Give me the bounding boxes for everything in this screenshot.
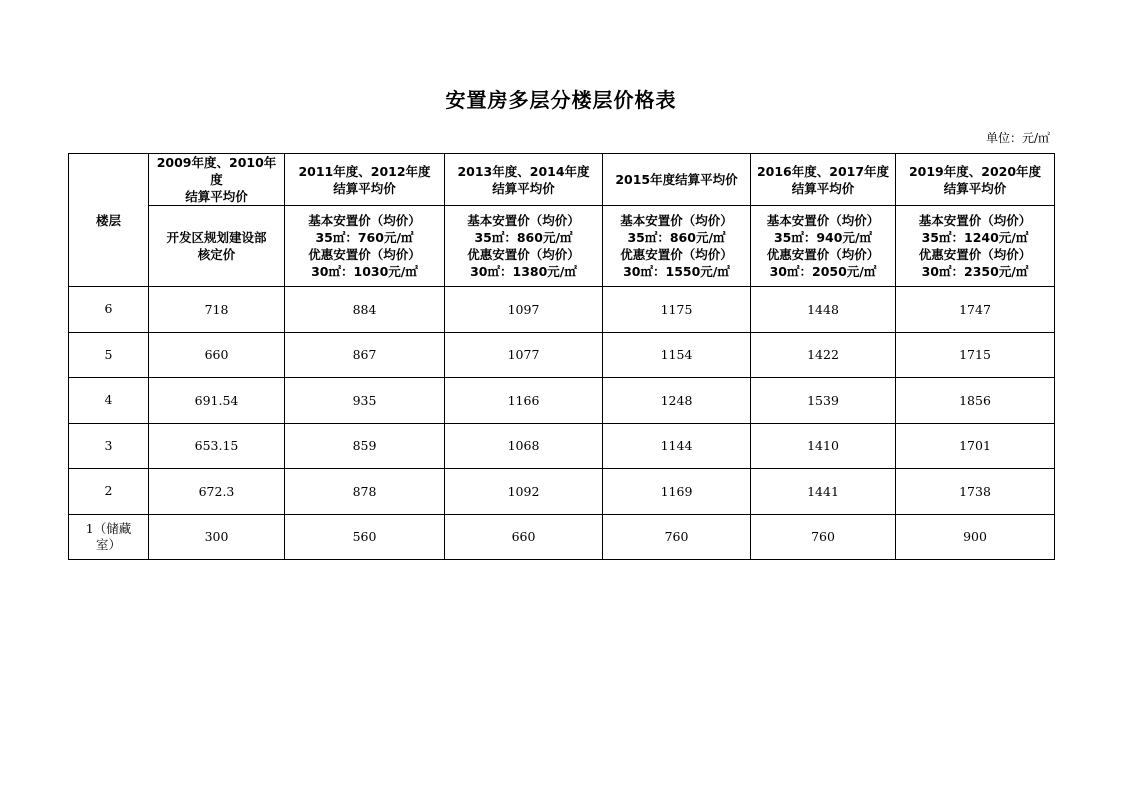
floor-cell [69,423,149,469]
basis-line: 35㎡：860元/㎡ [474,230,573,245]
price-cell: 1166 [445,378,603,424]
table-row [69,378,1055,424]
price-cell: 718 [149,287,285,333]
basis-line: 30㎡：2050元/㎡ [769,264,877,279]
price-cell: 1068 [445,423,603,469]
basis-line: 35㎡：760元/㎡ [315,230,414,245]
basis-line: 30㎡：1030元/㎡ [311,264,418,279]
basis-line: 基本安置价（均价） [467,213,580,228]
floor-cell [69,332,149,378]
floor-label: 1（储藏 [85,520,132,536]
table-row [69,514,1055,560]
header-row-period [69,154,1055,206]
price-cell: 660 [445,514,603,560]
period-header-cell [896,154,1055,206]
price-cell: 1747 [896,287,1055,333]
basis-header-cell [285,206,445,287]
table-row [69,469,1055,515]
period-line: 2009年度、2010年度 [156,155,277,187]
basis-line: 优惠安置价（均价） [918,247,1032,262]
period-header-cell [445,154,603,206]
price-cell: 1154 [603,332,751,378]
period-header-cell [603,154,751,206]
period-line: 结算平均价 [943,180,1007,196]
floor-header: 楼层 [69,154,149,287]
price-cell: 1856 [896,378,1055,424]
price-cell: 1539 [751,378,896,424]
price-cell: 1175 [603,287,751,333]
table-row [69,423,1055,469]
basis-line: 基本安置价（均价） [620,213,733,228]
period-line: 2016年度、2017年度 [756,163,890,179]
period-line: 结算平均价 [791,180,855,196]
period-line: 结算平均价 [185,189,248,204]
period-line: 2019年度、2020年度 [908,163,1042,179]
period-line: 2011年度、2012年度 [298,163,431,179]
basis-header-cell [445,206,603,287]
price-cell: 1441 [751,469,896,515]
basis-header-cell [896,206,1055,287]
basis-line: 优惠安置价（均价） [620,247,733,262]
basis-line: 核定价 [197,247,236,262]
price-cell: 1144 [603,423,751,469]
floor-cell [69,514,149,560]
basis-line: 30㎡：1550元/㎡ [623,264,730,279]
price-cell: 1738 [896,469,1055,515]
period-header-cell [751,154,896,206]
basis-header-cell [603,206,751,287]
price-cell: 859 [285,423,445,469]
price-cell: 935 [285,378,445,424]
price-cell: 878 [285,469,445,515]
price-cell: 1092 [445,469,603,515]
price-cell: 300 [149,514,285,560]
unit-label: 单位：元/㎡ [985,131,1050,145]
table-row [69,287,1055,333]
basis-line: 35㎡：1240元/㎡ [921,230,1029,245]
price-cell: 900 [896,514,1055,560]
price-cell: 653.15 [149,423,285,469]
price-cell: 1448 [751,287,896,333]
price-cell: 1169 [603,469,751,515]
basis-line: 开发区规划建设部 [166,230,267,245]
basis-header-cell [149,206,285,287]
price-cell: 1077 [445,332,603,378]
basis-line: 30㎡：1380元/㎡ [470,264,577,279]
period-header-cell [149,154,285,206]
price-cell: 691.54 [149,378,285,424]
price-cell: 884 [285,287,445,333]
price-cell: 1701 [896,423,1055,469]
basis-line: 优惠安置价（均价） [467,247,580,262]
price-cell: 1715 [896,332,1055,378]
price-cell: 1248 [603,378,751,424]
price-cell: 660 [149,332,285,378]
header-row-basis [69,206,1055,287]
basis-line: 基本安置价（均价） [766,213,880,228]
period-line: 结算平均价 [492,180,555,196]
floor-cell [69,287,149,333]
price-cell: 1422 [751,332,896,378]
floor-label: 4 [104,392,113,408]
period-line: 结算平均价 [333,180,396,196]
floor-label: 5 [104,346,113,362]
price-cell: 760 [751,514,896,560]
price-cell: 560 [285,514,445,560]
basis-line: 优惠安置价（均价） [766,247,880,262]
price-cell: 672.3 [149,469,285,515]
floor-label: 室） [95,536,121,552]
table-row [69,332,1055,378]
basis-line: 基本安置价（均价） [918,213,1032,228]
page-title: 安置房多层分楼层价格表 [445,88,677,112]
period-line: 2013年度、2014年度 [457,163,590,179]
basis-line: 30㎡：2350元/㎡ [921,264,1029,279]
floor-label: 3 [104,437,113,453]
period-line: 2015年度结算平均价 [615,172,738,187]
price-cell: 1097 [445,287,603,333]
floor-label: 6 [104,301,113,317]
basis-line: 基本安置价（均价） [308,213,421,228]
basis-header-cell [751,206,896,287]
price-table [68,153,1055,560]
price-cell: 867 [285,332,445,378]
basis-line: 35㎡：860元/㎡ [627,230,726,245]
floor-cell [69,378,149,424]
basis-line: 35㎡：940元/㎡ [773,230,873,245]
price-cell: 1410 [751,423,896,469]
basis-line: 优惠安置价（均价） [308,247,421,262]
period-header-cell [285,154,445,206]
floor-label: 2 [104,483,113,499]
floor-cell [69,469,149,515]
price-cell: 760 [603,514,751,560]
